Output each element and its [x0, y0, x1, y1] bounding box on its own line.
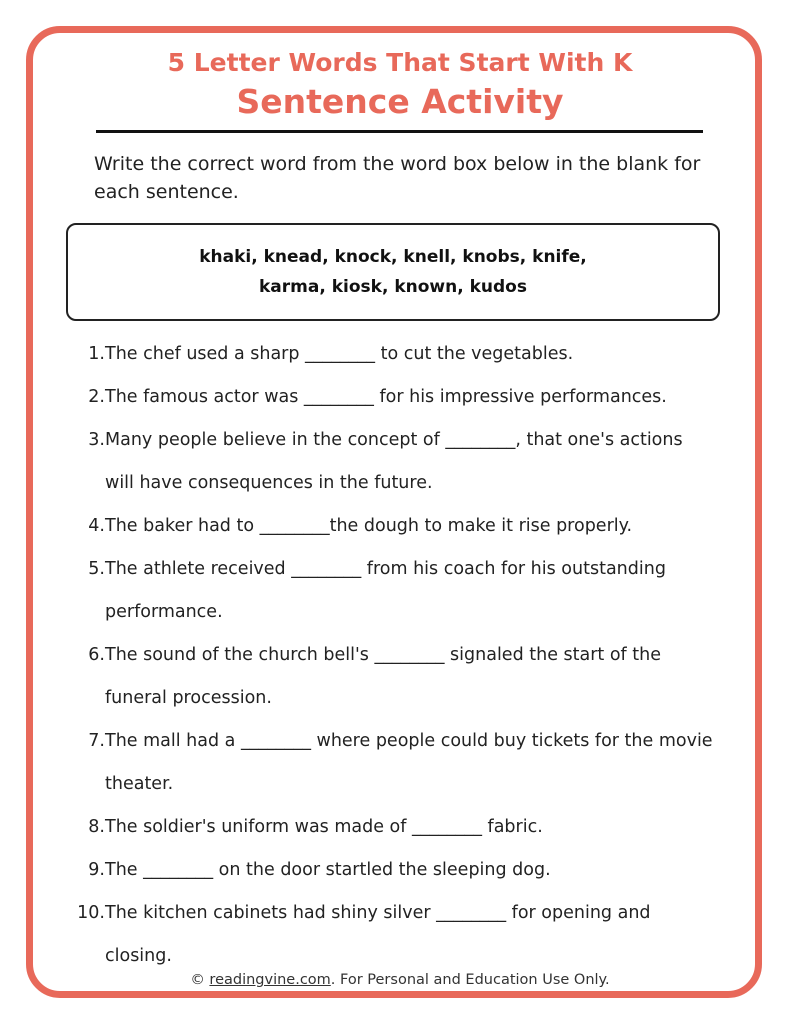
question-text: The famous actor was ________ for his impressive performances.	[105, 387, 667, 407]
question-text: The ________ on the door startled the sleeping dog.	[105, 860, 551, 880]
word-box-line: karma, kiosk, known, kudos	[259, 277, 527, 297]
question-text: The baker had to ________the dough to make it rise properly.	[105, 516, 633, 536]
title-divider	[96, 130, 703, 133]
question-number: 2.	[88, 387, 105, 407]
question-text: The athlete received ________ from his coach for his outstanding performance.	[105, 559, 666, 622]
question-item	[76, 419, 716, 505]
question-number: 6.	[88, 645, 105, 665]
question-number: 1.	[88, 344, 105, 364]
question-number: 8.	[88, 817, 105, 837]
page-title: 5 Letter Words That Start With K	[167, 48, 633, 77]
copyright-symbol: ©	[190, 972, 205, 988]
question-item	[76, 806, 716, 849]
word-box	[66, 223, 720, 321]
word-box-line: khaki, knead, knock, knell, knobs, knife,	[199, 247, 587, 267]
question-text: The sound of the church bell's ________ signaled the start of the funeral procession.	[105, 645, 662, 708]
question-item	[76, 720, 716, 806]
question-item	[76, 548, 716, 634]
question-number: 7.	[88, 731, 105, 751]
question-number: 3.	[88, 430, 105, 450]
question-item	[76, 634, 716, 720]
question-text: The soldier's uniform was made of ________ fabric.	[105, 817, 543, 837]
question-number: 4.	[88, 516, 105, 536]
footer	[0, 972, 800, 988]
question-item	[76, 849, 716, 892]
question-text: The chef used a sharp ________ to cut the vegetables.	[105, 344, 574, 364]
question-number: 9.	[88, 860, 105, 880]
question-item	[76, 892, 716, 978]
question-number: 10.	[77, 903, 105, 923]
question-text: The mall had a ________ where people could buy tickets for the movie theater.	[105, 731, 713, 794]
question-text: The kitchen cabinets had shiny silver ________ for opening and closing.	[105, 903, 651, 966]
question-item	[76, 376, 716, 419]
footer-note: . For Personal and Education Use Only.	[330, 972, 610, 988]
question-text: Many people believe in the concept of ________, that one's actions will have consequences in the future.	[105, 430, 683, 493]
question-number: 5.	[88, 559, 105, 579]
question-list	[76, 333, 716, 978]
site-link[interactable]: readingvine.com	[209, 972, 331, 988]
question-item	[76, 333, 716, 376]
page-subtitle: Sentence Activity	[236, 82, 564, 121]
question-item	[76, 505, 716, 548]
instructions-text: Write the correct word from the word box below in the blank for each sentence.	[94, 153, 701, 203]
